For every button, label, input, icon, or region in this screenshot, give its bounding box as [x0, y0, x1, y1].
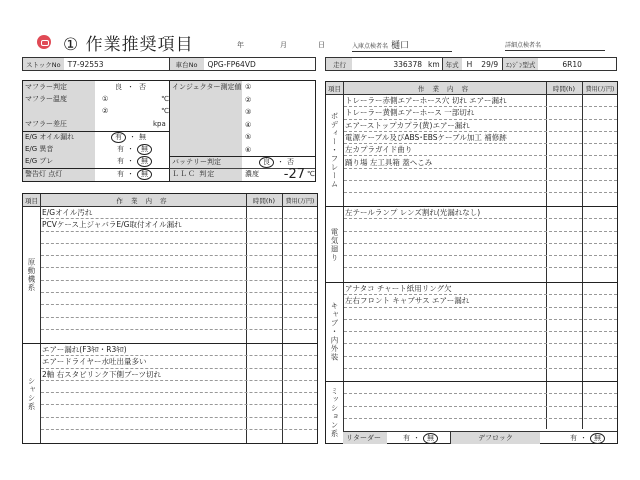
- work-row[interactable]: [41, 418, 317, 430]
- section-cab-interior: [326, 282, 617, 381]
- table-header: [23, 194, 317, 207]
- vehicle-info-right: [325, 57, 617, 71]
- work-row[interactable]: [344, 332, 617, 344]
- work-row[interactable]: 電源ケーブル及びABS･EBSケーブル加工 補修跡: [344, 132, 617, 144]
- year-era[interactable]: H: [466, 59, 473, 69]
- work-row[interactable]: エアーストップカプラ(黄)エアー漏れ: [344, 120, 617, 132]
- header-time: 時間(h): [552, 85, 576, 93]
- work-row[interactable]: [41, 305, 317, 317]
- warning-lamp-row: [25, 168, 169, 181]
- chassis-no-label: 車台No: [169, 58, 204, 70]
- intake-inspector-label: 入庫点検者名: [352, 43, 389, 50]
- battery-bad-option[interactable]: 否: [287, 158, 294, 167]
- dot: ・: [580, 434, 587, 442]
- work-row[interactable]: [344, 244, 617, 256]
- work-row[interactable]: [41, 232, 317, 244]
- mileage-label: 走行: [326, 58, 352, 70]
- section-label: シャシ系: [27, 376, 36, 411]
- work-row[interactable]: [344, 256, 617, 268]
- inspection-check-panel: [22, 80, 316, 182]
- vibration-row: [25, 155, 169, 168]
- muffler-bad-option[interactable]: 否: [139, 83, 146, 92]
- section-label: 原動機系: [27, 258, 36, 292]
- right-work-table: [325, 81, 618, 444]
- work-row[interactable]: [41, 393, 317, 405]
- kpa-unit: kpa: [153, 120, 166, 129]
- muffler-temp-1-input[interactable]: ①: [101, 95, 109, 104]
- work-row[interactable]: [344, 320, 617, 332]
- injector-slot-1[interactable]: ①: [245, 83, 252, 92]
- section-body-frame: [326, 95, 617, 206]
- section-label: ボディー・フレーム: [330, 112, 339, 189]
- engine-value[interactable]: 6R10: [562, 59, 582, 69]
- work-row[interactable]: [41, 381, 317, 393]
- warning-lamp-yes-option[interactable]: 有: [117, 170, 124, 179]
- dot: ・: [129, 133, 136, 142]
- work-row[interactable]: [41, 430, 317, 442]
- work-row[interactable]: [344, 181, 617, 193]
- work-row[interactable]: [344, 419, 617, 431]
- work-row[interactable]: [41, 269, 317, 281]
- stock-no-value[interactable]: T7-92553: [67, 59, 104, 69]
- work-row[interactable]: トレーラー赤側エアーホース穴 切れ エアー漏れ: [344, 95, 617, 107]
- work-row[interactable]: [344, 345, 617, 357]
- celsius-unit: ℃: [307, 170, 315, 179]
- deflock-label: デフロック: [450, 432, 540, 444]
- work-row[interactable]: トレーラー黄側エアーホース 一部切れ: [344, 107, 617, 119]
- retarder-label: リターダー: [343, 432, 387, 444]
- work-row[interactable]: [344, 394, 617, 406]
- left-work-table: [22, 193, 318, 444]
- header-content: 作 業 内 容: [116, 197, 170, 205]
- muffler-judgement-row: [25, 81, 169, 94]
- muffler-temp-row-1: [25, 93, 169, 106]
- work-row[interactable]: 左右フロント キャブサス エアー漏れ: [344, 295, 617, 307]
- work-row[interactable]: [41, 256, 317, 268]
- header-cost: 費用(万円): [285, 198, 315, 205]
- table-header: [326, 82, 617, 95]
- noise-label: E/G 異音: [25, 145, 54, 154]
- oil-leak-row: [25, 131, 169, 144]
- injector-slot-2[interactable]: ②: [245, 95, 252, 104]
- injector-slot-6[interactable]: ⑥: [245, 145, 252, 154]
- section-label: キャブ・内外装: [330, 302, 339, 362]
- section-engine: [23, 207, 317, 343]
- header-cost: 費用(万円): [585, 86, 615, 93]
- muffler-pressure-label: マフラー差圧: [25, 120, 67, 129]
- section-electrical: [326, 206, 617, 282]
- intake-inspector-name: 樋口: [391, 41, 410, 51]
- oil-leak-label: E/G オイル漏れ: [25, 133, 75, 142]
- dot: ・: [127, 145, 134, 154]
- work-row[interactable]: E/Gオイル汚れ: [41, 207, 317, 219]
- header-time: 時間(h): [252, 197, 276, 205]
- work-row[interactable]: [41, 330, 317, 342]
- section-chassis: [23, 343, 317, 443]
- section-label: ミッション系: [330, 387, 339, 438]
- date-day-label: 日: [318, 41, 325, 49]
- stock-no-label: ストックNo: [23, 58, 64, 70]
- header-item: 項目: [25, 197, 38, 205]
- section-transmission: [326, 381, 617, 443]
- work-row[interactable]: [41, 293, 317, 305]
- injector-slot-3[interactable]: ③: [245, 108, 252, 117]
- work-row[interactable]: [344, 369, 617, 381]
- dot: ・: [127, 157, 134, 166]
- llc-concentration-label: 濃度: [245, 170, 259, 179]
- work-row[interactable]: [41, 406, 317, 418]
- work-row[interactable]: [344, 219, 617, 231]
- work-row[interactable]: [41, 281, 317, 293]
- work-row[interactable]: [344, 269, 617, 281]
- work-row[interactable]: [344, 232, 617, 244]
- work-row[interactable]: [41, 244, 317, 256]
- noise-no-selected[interactable]: 無: [137, 144, 152, 155]
- dot: ・: [127, 83, 134, 92]
- transmission-footer-row: [343, 431, 617, 444]
- battery-label: バッテリー判定: [172, 158, 221, 167]
- mileage-unit: km: [428, 59, 440, 69]
- muffler-temp-2-input[interactable]: ②: [101, 107, 109, 116]
- detail-inspector-field[interactable]: [505, 40, 605, 51]
- vehicle-info-left: [22, 57, 316, 71]
- muffler-judgement-label: マフラー判定: [25, 83, 67, 92]
- car-badge-icon: [37, 35, 51, 49]
- work-row[interactable]: 踊り場 左工具箱 蓋へこみ: [344, 157, 617, 169]
- vibration-no-selected[interactable]: 無: [137, 156, 152, 167]
- work-row[interactable]: [344, 308, 617, 320]
- work-row[interactable]: 左カプラガイド曲り: [344, 144, 617, 156]
- work-row[interactable]: [344, 357, 617, 369]
- chassis-no-value[interactable]: QPG-FP64VD: [207, 59, 256, 69]
- dot: ・: [413, 434, 420, 442]
- header-content: 作 業 内 容: [417, 85, 472, 93]
- oil-leak-no-option[interactable]: 無: [139, 133, 146, 142]
- date-year-label: 年: [237, 41, 244, 49]
- vibration-label: E/G ブレ: [25, 157, 54, 166]
- work-row[interactable]: [344, 382, 617, 394]
- detail-inspector-label: 詳細点検者名: [505, 42, 542, 49]
- injector-slot-4[interactable]: ④: [245, 120, 252, 129]
- muffler-pressure-row: [25, 118, 169, 131]
- work-row[interactable]: [344, 169, 617, 181]
- muffler-temp-label: マフラー温度: [25, 95, 67, 104]
- warning-lamp-no-selected[interactable]: 無: [137, 169, 152, 180]
- work-row[interactable]: [344, 193, 617, 205]
- date-month-label: 月: [280, 41, 287, 49]
- celsius-unit: ℃: [161, 95, 169, 104]
- work-row[interactable]: 2軸 右スタビリンク下側ブーツ切れ: [41, 369, 317, 381]
- deflock-yes-option[interactable]: 有: [570, 434, 577, 442]
- work-row[interactable]: PCVケース上ジャバラE/G取付オイル漏れ: [41, 219, 317, 231]
- llc-label: ＬＬＣ 判定: [172, 170, 216, 179]
- retarder-yes-option[interactable]: 有: [403, 434, 410, 442]
- dot: ・: [277, 158, 284, 167]
- work-row[interactable]: [41, 318, 317, 330]
- retarder-no-selected[interactable]: 無: [423, 433, 438, 444]
- noise-yes-option[interactable]: 有: [117, 145, 124, 154]
- dot: ・: [127, 170, 134, 179]
- page-title: ① 作業推奨項目: [63, 35, 194, 55]
- year-label: 年式: [442, 58, 462, 70]
- llc-row: [172, 168, 316, 181]
- oil-leak-yes-selected[interactable]: 有: [111, 132, 126, 143]
- vibration-yes-option[interactable]: 有: [117, 157, 124, 166]
- warning-lamp-label: 警告灯 点灯: [25, 170, 63, 179]
- work-row[interactable]: 左テールランプ レンズ割れ(光漏れなし): [344, 207, 617, 219]
- work-row[interactable]: エアードライヤー水吐出量多い: [41, 356, 317, 368]
- celsius-unit: ℃: [161, 107, 169, 116]
- year-value[interactable]: 29/9: [481, 59, 499, 69]
- intake-inspector-field[interactable]: [352, 38, 452, 52]
- muffler-good-option[interactable]: 良: [115, 83, 122, 92]
- injector-label: インジェクター測定値: [172, 83, 242, 92]
- mileage-value[interactable]: 336378: [393, 59, 422, 69]
- work-row[interactable]: エアー漏れ(F3ｷﾛ・R3ｷﾛ): [41, 344, 317, 356]
- battery-good-selected[interactable]: 良: [259, 157, 274, 168]
- llc-value[interactable]: -27: [283, 166, 305, 182]
- work-row[interactable]: アナタコ チャート紙用リング欠: [344, 283, 617, 295]
- header-item: 項目: [328, 85, 341, 93]
- deflock-no-selected[interactable]: 無: [590, 433, 605, 444]
- engine-label: ｴﾝｼﾞﾝ型式: [502, 58, 538, 70]
- section-label: 電気廻り: [330, 227, 339, 262]
- work-row[interactable]: [344, 407, 617, 419]
- noise-row: [25, 143, 169, 156]
- injector-slot-5[interactable]: ⑤: [245, 133, 252, 142]
- muffler-temp-row-2: [25, 105, 169, 118]
